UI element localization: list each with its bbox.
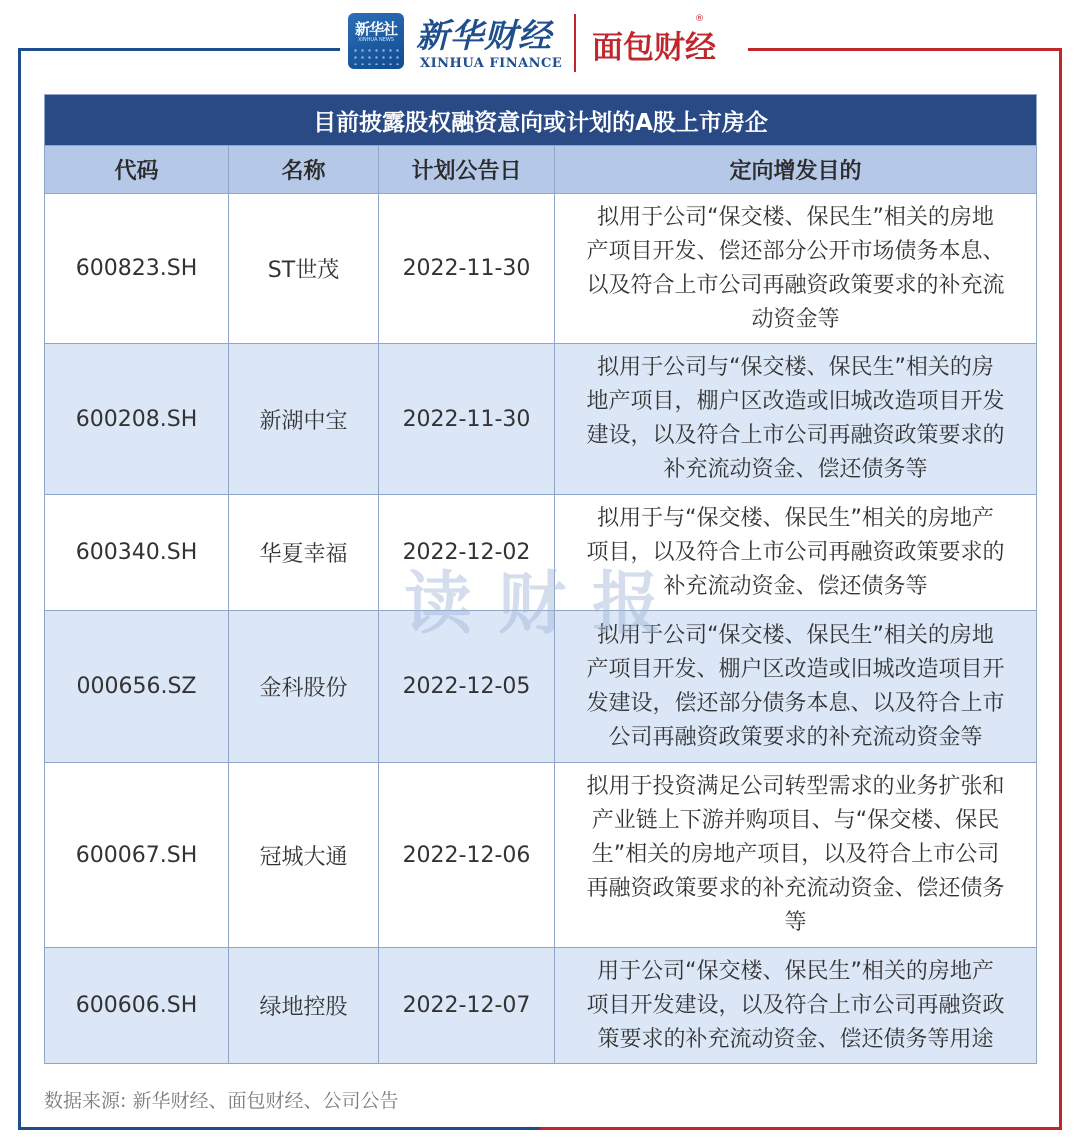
announcement-date-cell: 2022-12-07 [379, 948, 555, 1064]
purpose-line: 发建设，偿还部分债务本息、以及符合上市 [586, 690, 1005, 716]
company-name-cell: 绿地控股 [229, 948, 379, 1064]
purpose-line: 策要求的补充流动资金、偿还债务等用途 [597, 1026, 994, 1052]
stock-code-cell: 000656.SZ [45, 611, 229, 763]
xinhua-finance-logo-en: XINHUA FINANCE [420, 56, 563, 71]
purpose-cell [555, 948, 1037, 1064]
table-row [45, 194, 1037, 344]
purpose-line: 产项目开发、偿还部分公开市场债务本息、 [586, 238, 1005, 264]
purpose-line: 以及符合上市公司再融资政策要求的补充流 [586, 272, 1005, 298]
table-row [45, 763, 1037, 948]
stock-code-cell: 600606.SH [45, 948, 229, 1064]
frame-top-left-line [18, 48, 340, 51]
purpose-line: 补充流动资金、偿还债务等 [663, 457, 928, 482]
purpose-line: 生”相关的房地产项目，以及符合上市公司 [591, 842, 1000, 867]
company-name-cell: ST世茂 [229, 194, 379, 344]
purpose-line: 公司再融资政策要求的补充流动资金等 [608, 724, 983, 750]
purpose-line: 拟用于公司“保交楼、保民生”相关的房地 [597, 622, 994, 648]
watermark: 读财报 [404, 565, 687, 644]
purpose-line: 产业链上下游并购项目、与“保交楼、保民 [591, 808, 1000, 833]
purpose-cell [555, 763, 1037, 948]
purpose-line: 拟用于与“保交楼、保民生”相关的房地产 [597, 505, 994, 531]
registered-mark: ® [695, 14, 704, 24]
column-header-purpose: 定向增发目的 [555, 146, 1037, 194]
xinhua-badge-sub: XINHUA NEWS [357, 37, 395, 43]
table-row [45, 611, 1037, 763]
company-name-cell: 冠城大通 [229, 763, 379, 948]
stock-code-cell: 600208.SH [45, 344, 229, 495]
frame-bottom-line [18, 1127, 1062, 1130]
stock-code-cell: 600340.SH [45, 495, 229, 611]
column-header-date: 计划公告日 [379, 146, 555, 194]
frame-left-line [18, 48, 21, 1130]
purpose-cell [555, 194, 1037, 344]
purpose-line: 建设，以及符合上市公司再融资政策要求的 [586, 423, 1005, 448]
announcement-date-cell: 2022-12-06 [379, 763, 555, 948]
purpose-line: 用于公司“保交楼、保民生”相关的房地产 [597, 958, 994, 984]
stock-code-cell: 600067.SH [45, 763, 229, 948]
announcement-date-cell: 2022-12-02 [379, 495, 555, 611]
company-name-cell: 金科股份 [229, 611, 379, 763]
source-note: 数据来源: 新华财经、面包财经、公司公告 [44, 1090, 399, 1112]
company-name-cell: 新湖中宝 [229, 344, 379, 495]
table-row [45, 948, 1037, 1064]
purpose-line: 地产项目，棚户区改造或旧城改造项目开发 [586, 389, 1005, 414]
purpose-line: 动资金等 [751, 306, 840, 332]
stock-code-cell: 600823.SH [45, 194, 229, 344]
purpose-line: 拟用于公司与“保交楼、保民生”相关的房 [597, 355, 994, 380]
frame-top-right-line [748, 48, 1062, 51]
company-name-cell: 华夏幸福 [229, 495, 379, 611]
xinhua-finance-logo-cn: 新华财经 [416, 16, 552, 55]
header-logos [340, 10, 748, 82]
table-title: 目前披露股权融资意向或计划的A股上市房企 [45, 95, 1037, 146]
announcement-date-cell: 2022-11-30 [379, 344, 555, 495]
purpose-cell [555, 495, 1037, 611]
table-row [45, 495, 1037, 611]
purpose-cell [555, 344, 1037, 495]
xinhua-news-logo [348, 13, 404, 69]
real-estate-financing-table [44, 94, 1037, 1064]
purpose-line: 再融资政策要求的补充流动资金、偿还债务 [586, 876, 1005, 901]
purpose-cell [555, 611, 1037, 763]
purpose-line: 拟用于公司“保交楼、保民生”相关的房地 [597, 204, 994, 230]
xinhua-badge-text: 新华社 [354, 20, 397, 38]
mianbao-finance-logo: 面包财经 [592, 30, 716, 66]
globe-network-icon [352, 47, 400, 65]
frame-right-line [1059, 48, 1062, 1130]
purpose-line: 补充流动资金、偿还债务等 [663, 573, 928, 599]
purpose-line: 项目，以及符合上市公司再融资政策要求的 [586, 539, 1005, 565]
announcement-date-cell: 2022-12-05 [379, 611, 555, 763]
column-header-name: 名称 [229, 146, 379, 194]
purpose-line: 拟用于投资满足公司转型需求的业务扩张和 [586, 774, 1005, 799]
column-header-code: 代码 [45, 146, 229, 194]
purpose-line: 项目开发建设，以及符合上市公司再融资政 [586, 992, 1005, 1018]
purpose-line: 产项目开发、棚户区改造或旧城改造项目开 [586, 656, 1005, 682]
purpose-line: 等 [784, 910, 807, 935]
logo-divider [574, 14, 576, 72]
announcement-date-cell: 2022-11-30 [379, 194, 555, 344]
table-row [45, 344, 1037, 495]
